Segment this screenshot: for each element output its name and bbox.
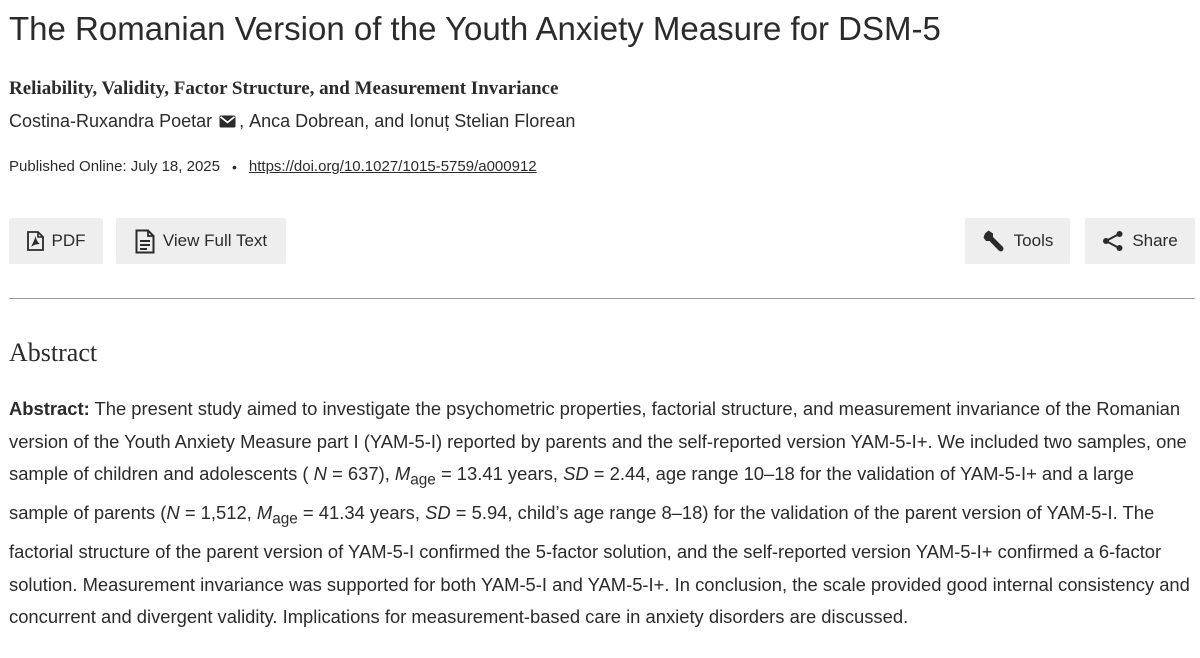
author-list-rest: Anca Dobrean, and Ionuț Stelian Florean <box>249 111 576 131</box>
article-title: The Romanian Version of the Youth Anxiety Measure for DSM-5 <box>9 10 941 47</box>
abstract-segment: = 1,512, <box>179 502 257 524</box>
share-label: Share <box>1132 231 1178 250</box>
tools-button[interactable] <box>965 218 1070 264</box>
section-divider <box>9 298 1195 299</box>
document-icon <box>135 229 155 254</box>
doi-link[interactable]: https://doi.org/10.1027/1015-5759/a000912 <box>248 158 537 175</box>
publication-info <box>9 158 537 175</box>
author-separator: , <box>239 111 245 131</box>
article-subtitle: Reliability, Validity, Factor Structure, and Measurement Invariance <box>9 78 559 99</box>
abstract-text <box>9 393 1194 634</box>
bullet-separator: • <box>231 158 237 175</box>
stat-subscript-age: age <box>410 471 436 489</box>
abstract-segment: The present study aimed to investigate the psychometric properties, factorial structure, and measurement invariance of the Romanian version of the Youth Anxiety Measure part I (YAM-5-I) reported by parents and the self-reported version YAM-5-I+. We included two samples, one sample of children and adolescents ( <box>9 398 1187 484</box>
wrench-icon <box>982 229 1006 253</box>
abstract-lead: Abstract: <box>9 398 90 419</box>
stat-symbol-n: N <box>313 463 327 484</box>
share-button[interactable] <box>1085 218 1195 264</box>
stat-symbol-sd: SD <box>425 502 451 524</box>
abstract-segment: = 2.44, age range 10–18 for the validation of YAM-5-I+ and a large sample of parents ( <box>9 463 1134 524</box>
published-date: Published Online: July 18, 2025 <box>9 158 220 175</box>
stat-symbol-mean: M <box>256 502 273 524</box>
view-full-text-button[interactable] <box>116 218 286 264</box>
abstract-heading: Abstract <box>9 338 98 367</box>
stat-symbol-n: N <box>166 502 180 524</box>
abstract-segment: = 637), <box>326 463 395 484</box>
share-icon <box>1102 230 1124 252</box>
view-full-text-label: View Full Text <box>162 231 268 250</box>
stat-subscript-age: age <box>272 510 298 528</box>
author-list <box>9 111 575 132</box>
stat-symbol-sd: SD <box>563 463 589 484</box>
stat-symbol-mean: M <box>394 463 411 484</box>
tools-label: Tools <box>1013 231 1054 250</box>
envelope-icon[interactable] <box>219 115 236 128</box>
pdf-button[interactable] <box>9 218 103 264</box>
abstract-segment: = 13.41 years, <box>435 463 564 484</box>
pdf-icon <box>27 231 44 251</box>
author-link-primary[interactable]: Costina-Ruxandra Poetar <box>9 111 213 131</box>
abstract-segment: = 41.34 years, <box>297 502 426 524</box>
pdf-label: PDF <box>51 231 86 250</box>
abstract-segment: = 5.94, child’s age range 8–18) for the validation of the parent version of YAM-5-I. The factorial structure of the parent version of YAM-5-I confirmed the 5-factor solution, and the self-reported version YAM-5-I+ confirmed a 6-factor solution. Measurement invariance was supported for both YAM-5-I and YAM-5-I+. In conclusion, the scale provided good internal consistency and concurrent and divergent validity. Implications for measurement-based care in anxiety disorders are discussed. <box>9 502 1190 628</box>
